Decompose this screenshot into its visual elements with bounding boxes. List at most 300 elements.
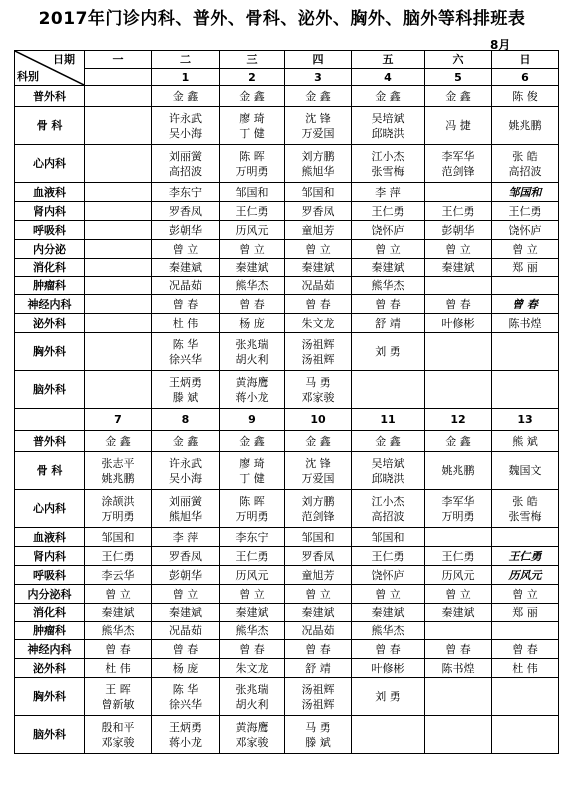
department-cell: 普外科 xyxy=(15,431,85,452)
department-cell: 血液科 xyxy=(15,528,85,547)
doctor-cell xyxy=(85,86,152,107)
doctor-name: 饶怀庐 xyxy=(508,223,542,237)
weekday-row xyxy=(15,51,559,69)
doctor-name: 王仁勇 xyxy=(508,204,542,218)
doctor-name: 曾 春 xyxy=(239,642,265,656)
doctor-name: 范剑锋 xyxy=(301,509,335,523)
date-cell: 4 xyxy=(352,69,425,86)
doctor-name: 秦建斌 xyxy=(371,261,405,274)
date-cell xyxy=(85,69,152,86)
schedule-row xyxy=(15,145,559,183)
doctor-cell xyxy=(492,452,559,490)
doctor-cell xyxy=(152,547,220,566)
doctor-cell xyxy=(152,678,220,716)
date-cell: 13 xyxy=(492,409,559,431)
doctor-name: 刘 勇 xyxy=(375,690,401,703)
doctor-cell xyxy=(352,431,425,452)
doctor-cell xyxy=(425,221,492,240)
doctor-cell xyxy=(85,145,152,183)
department-cell: 脑外科 xyxy=(15,371,85,409)
doctor-cell xyxy=(152,528,220,547)
schedule-row xyxy=(15,333,559,371)
doctor-name: 金 鑫 xyxy=(445,434,471,448)
doctor-cell xyxy=(285,314,352,333)
doctor-name: 邹国和 xyxy=(301,530,335,544)
doctor-name: 涂颉洪 xyxy=(101,494,135,508)
doctor-name: 陈书煌 xyxy=(441,661,475,675)
doctor-name: 彭朝华 xyxy=(441,223,475,237)
doctor-cell xyxy=(425,277,492,295)
doctor-name: 汤祖辉 xyxy=(301,337,335,351)
doctor-name: 熊旭华 xyxy=(301,164,335,178)
date-cell: 3 xyxy=(285,69,352,86)
doctor-cell xyxy=(220,640,285,659)
doctor-name: 历风元 xyxy=(508,568,542,582)
doctor-cell xyxy=(492,622,559,640)
doctor-cell xyxy=(220,295,285,314)
department-cell: 呼吸科 xyxy=(15,566,85,585)
doctor-name: 沈 锋 xyxy=(305,456,331,470)
weekday-cell: 一 xyxy=(85,51,152,69)
doctor-cell xyxy=(285,183,352,202)
doctor-name: 童旭芳 xyxy=(301,568,335,582)
doctor-cell xyxy=(492,585,559,604)
doctor-cell xyxy=(352,604,425,622)
date-row-blank xyxy=(15,409,85,431)
doctor-cell xyxy=(152,314,220,333)
doctor-cell xyxy=(352,183,425,202)
schedule-row xyxy=(15,659,559,678)
department-cell: 神经内科 xyxy=(15,640,85,659)
doctor-name: 王仁勇 xyxy=(235,204,269,218)
doctor-name: 张雪梅 xyxy=(371,164,405,178)
month-label: 8月 xyxy=(490,38,511,52)
doctor-name: 陈 华 xyxy=(172,682,199,696)
doctor-cell xyxy=(85,107,152,145)
doctor-cell xyxy=(352,528,425,547)
doctor-name: 邓家骏 xyxy=(301,390,335,404)
doctor-name: 李东宁 xyxy=(169,185,202,199)
doctor-cell xyxy=(220,145,285,183)
doctor-name: 熊旭华 xyxy=(169,509,202,523)
department-cell: 泌外科 xyxy=(15,314,85,333)
doctor-cell xyxy=(220,277,285,295)
doctor-cell xyxy=(152,183,220,202)
doctor-cell xyxy=(85,659,152,678)
doctor-name: 曾 立 xyxy=(375,242,401,256)
doctor-cell xyxy=(352,86,425,107)
schedule-row xyxy=(15,314,559,333)
doctor-cell xyxy=(220,314,285,333)
doctor-name: 王炳勇 xyxy=(169,720,202,734)
doctor-cell xyxy=(220,259,285,277)
date-row xyxy=(15,69,559,86)
doctor-name: 胡火利 xyxy=(235,697,269,711)
schedule-row xyxy=(15,716,559,754)
doctor-cell xyxy=(352,314,425,333)
doctor-name: 邱晓洪 xyxy=(371,126,405,140)
department-cell: 肿瘤科 xyxy=(15,277,85,295)
doctor-cell xyxy=(285,716,352,754)
doctor-cell xyxy=(152,604,220,622)
doctor-cell xyxy=(220,622,285,640)
doctor-name: 邱晓洪 xyxy=(371,471,405,485)
doctor-name: 高招波 xyxy=(169,164,202,178)
department-cell: 神经内科 xyxy=(15,295,85,314)
doctor-name: 彭朝华 xyxy=(169,223,202,237)
schedule-row xyxy=(15,371,559,409)
doctor-name: 曾 春 xyxy=(172,642,199,656)
doctor-cell xyxy=(425,622,492,640)
doctor-name: 万爱国 xyxy=(301,471,335,485)
schedule-row xyxy=(15,221,559,240)
doctor-name: 陈 华 xyxy=(172,337,199,351)
doctor-name: 金 鑫 xyxy=(172,89,199,103)
doctor-cell xyxy=(85,202,152,221)
doctor-name: 王 晖 xyxy=(105,682,131,696)
doctor-cell xyxy=(85,640,152,659)
doctor-cell xyxy=(492,640,559,659)
doctor-cell xyxy=(220,452,285,490)
doctor-name: 高招波 xyxy=(371,509,405,523)
doctor-name: 杜 伟 xyxy=(105,661,131,675)
schedule-row xyxy=(15,604,559,622)
doctor-name: 曾 立 xyxy=(512,587,538,601)
doctor-cell xyxy=(285,585,352,604)
doctor-cell xyxy=(285,86,352,107)
doctor-cell xyxy=(492,221,559,240)
doctor-cell xyxy=(285,622,352,640)
doctor-cell xyxy=(220,333,285,371)
doctor-cell xyxy=(285,371,352,409)
doctor-cell xyxy=(352,202,425,221)
doctor-name: 江小杰 xyxy=(371,149,405,163)
doctor-cell xyxy=(492,240,559,259)
schedule-row xyxy=(15,585,559,604)
doctor-name: 刘丽黉 xyxy=(169,149,202,163)
doctor-name: 秦建斌 xyxy=(301,261,335,274)
doctor-cell xyxy=(285,107,352,145)
doctor-cell xyxy=(152,452,220,490)
date-cell: 8 xyxy=(152,409,220,431)
doctor-name: 曾 立 xyxy=(105,587,131,601)
doctor-name: 李军华 xyxy=(441,149,475,163)
doctor-name: 曾 立 xyxy=(239,587,265,601)
dept-axis-label: 科别 xyxy=(17,70,39,83)
doctor-cell xyxy=(492,678,559,716)
doctor-name: 历风元 xyxy=(441,568,475,582)
department-cell: 消化科 xyxy=(15,604,85,622)
doctor-cell xyxy=(220,678,285,716)
doctor-cell xyxy=(152,202,220,221)
doctor-name: 叶修彬 xyxy=(441,316,475,330)
doctor-name: 杜 伟 xyxy=(512,661,538,675)
doctor-cell xyxy=(285,295,352,314)
doctor-name: 万明勇 xyxy=(235,509,269,523)
doctor-name: 范剑锋 xyxy=(441,164,475,178)
department-cell: 普外科 xyxy=(15,86,85,107)
doctor-cell xyxy=(85,371,152,409)
doctor-name: 吴培斌 xyxy=(371,456,405,470)
doctor-name: 吴小海 xyxy=(169,471,202,485)
doctor-name: 刘丽黉 xyxy=(169,494,202,508)
schedule-table xyxy=(14,50,559,754)
doctor-cell xyxy=(152,86,220,107)
weekday-cell: 三 xyxy=(220,51,285,69)
doctor-cell xyxy=(85,431,152,452)
doctor-cell xyxy=(425,259,492,277)
doctor-cell xyxy=(492,145,559,183)
date-axis-label: 日期 xyxy=(53,53,75,66)
doctor-cell xyxy=(285,221,352,240)
doctor-cell xyxy=(85,490,152,528)
doctor-cell xyxy=(425,86,492,107)
doctor-cell xyxy=(425,202,492,221)
doctor-name: 魏国文 xyxy=(508,464,542,477)
department-cell: 肾内科 xyxy=(15,202,85,221)
date-row xyxy=(15,409,559,431)
doctor-cell xyxy=(492,107,559,145)
doctor-name: 张兆瑞 xyxy=(235,682,269,696)
weekday-cell: 日 xyxy=(492,51,559,69)
doctor-cell xyxy=(492,295,559,314)
doctor-cell xyxy=(492,333,559,371)
doctor-name: 朱文龙 xyxy=(235,661,269,675)
doctor-name: 童旭芳 xyxy=(301,223,335,237)
doctor-cell xyxy=(425,452,492,490)
doctor-cell xyxy=(352,221,425,240)
doctor-name: 刘方鹏 xyxy=(301,149,335,163)
doctor-cell xyxy=(152,107,220,145)
department-cell: 脑外科 xyxy=(15,716,85,754)
doctor-name: 秦建斌 xyxy=(441,261,475,274)
schedule-row xyxy=(15,528,559,547)
doctor-name: 曾 春 xyxy=(305,297,331,311)
doctor-cell xyxy=(220,716,285,754)
doctor-name: 冯 捷 xyxy=(445,119,471,132)
doctor-cell xyxy=(285,259,352,277)
schedule-row xyxy=(15,107,559,145)
doctor-cell xyxy=(220,183,285,202)
doctor-cell xyxy=(352,333,425,371)
doctor-name: 马 勇 xyxy=(305,375,331,389)
doctor-name: 朱文龙 xyxy=(301,316,335,330)
doctor-name: 曾 春 xyxy=(172,297,199,311)
doctor-name: 黄海鹰 xyxy=(235,720,269,734)
schedule-row xyxy=(15,277,559,295)
date-cell: 2 xyxy=(220,69,285,86)
doctor-name: 万明勇 xyxy=(441,509,475,523)
doctor-cell xyxy=(152,566,220,585)
department-cell: 内分泌 xyxy=(15,240,85,259)
department-cell: 呼吸科 xyxy=(15,221,85,240)
doctor-cell xyxy=(352,145,425,183)
doctor-name: 杨 庞 xyxy=(172,661,199,675)
doctor-name: 胡火利 xyxy=(235,352,269,366)
doctor-cell xyxy=(492,490,559,528)
doctor-cell xyxy=(492,183,559,202)
doctor-cell xyxy=(352,547,425,566)
doctor-name: 刘方鹏 xyxy=(301,494,335,508)
doctor-name: 廖 琦 xyxy=(239,111,265,125)
doctor-cell xyxy=(352,452,425,490)
doctor-cell xyxy=(220,547,285,566)
schedule-row xyxy=(15,622,559,640)
department-cell: 肿瘤科 xyxy=(15,622,85,640)
doctor-cell xyxy=(220,585,285,604)
doctor-name: 王仁勇 xyxy=(508,549,542,563)
doctor-name: 金 鑫 xyxy=(375,89,401,103)
doctor-name: 曾 春 xyxy=(445,297,471,311)
doctor-cell xyxy=(492,277,559,295)
doctor-cell xyxy=(492,604,559,622)
doctor-cell xyxy=(152,145,220,183)
doctor-name: 熊 斌 xyxy=(512,434,538,448)
weekday-cell: 六 xyxy=(425,51,492,69)
doctor-cell xyxy=(220,659,285,678)
doctor-cell xyxy=(352,490,425,528)
department-cell: 泌外科 xyxy=(15,659,85,678)
header-diagonal-cell xyxy=(15,51,85,86)
doctor-name: 曾 春 xyxy=(105,642,131,656)
doctor-name: 彭朝华 xyxy=(169,568,202,582)
doctor-name: 秦建斌 xyxy=(371,606,405,619)
doctor-name: 王仁勇 xyxy=(371,204,405,218)
doctor-cell xyxy=(285,659,352,678)
doctor-name: 金 鑫 xyxy=(445,89,471,103)
doctor-cell xyxy=(492,528,559,547)
doctor-name: 况晶茹 xyxy=(301,624,335,637)
doctor-cell xyxy=(492,371,559,409)
department-cell: 心内科 xyxy=(15,145,85,183)
doctor-name: 历风元 xyxy=(235,568,269,582)
doctor-cell xyxy=(152,490,220,528)
doctor-name: 曾新敏 xyxy=(101,697,135,711)
doctor-name: 秦建斌 xyxy=(301,606,335,619)
doctor-cell xyxy=(85,566,152,585)
date-cell: 7 xyxy=(85,409,152,431)
doctor-cell xyxy=(425,333,492,371)
doctor-name: 熊华杰 xyxy=(371,279,405,292)
doctor-name: 汤祖辉 xyxy=(301,682,335,696)
doctor-cell xyxy=(85,333,152,371)
doctor-cell xyxy=(352,659,425,678)
doctor-name: 舒 靖 xyxy=(375,316,401,330)
doctor-name: 曾 立 xyxy=(172,242,199,256)
doctor-name: 秦建斌 xyxy=(101,606,135,619)
doctor-cell xyxy=(352,640,425,659)
doctor-name: 秦建斌 xyxy=(235,606,269,619)
doctor-name: 张雪梅 xyxy=(508,509,542,523)
department-cell: 骨 科 xyxy=(15,452,85,490)
doctor-name: 叶修彬 xyxy=(371,661,405,675)
doctor-cell xyxy=(425,371,492,409)
doctor-name: 罗香凤 xyxy=(169,549,202,563)
doctor-cell xyxy=(85,314,152,333)
doctor-name: 秦建斌 xyxy=(169,261,202,274)
doctor-cell xyxy=(352,622,425,640)
doctor-name: 金 鑫 xyxy=(239,434,265,448)
doctor-name: 王仁勇 xyxy=(101,549,135,563)
doctor-cell xyxy=(285,678,352,716)
department-cell: 骨 科 xyxy=(15,107,85,145)
doctor-name: 李 萍 xyxy=(172,530,199,544)
doctor-name: 曾 立 xyxy=(305,587,331,601)
doctor-cell xyxy=(85,547,152,566)
doctor-cell xyxy=(285,240,352,259)
schedule-row xyxy=(15,240,559,259)
doctor-cell xyxy=(152,431,220,452)
doctor-name: 汤祖辉 xyxy=(301,697,335,711)
doctor-cell xyxy=(85,585,152,604)
doctor-name: 王炳勇 xyxy=(169,375,202,389)
doctor-cell xyxy=(425,640,492,659)
department-cell: 胸外科 xyxy=(15,678,85,716)
doctor-cell xyxy=(492,259,559,277)
weekday-cell: 五 xyxy=(352,51,425,69)
doctor-name: 邹国和 xyxy=(101,530,135,544)
doctor-name: 王仁勇 xyxy=(441,204,475,218)
doctor-name: 邓家骏 xyxy=(101,735,135,749)
doctor-cell xyxy=(352,240,425,259)
doctor-name: 金 鑫 xyxy=(239,89,265,103)
doctor-name: 徐兴华 xyxy=(169,697,202,711)
doctor-cell xyxy=(492,566,559,585)
doctor-name: 张 皓 xyxy=(512,149,538,163)
doctor-name: 邹国和 xyxy=(508,185,542,199)
doctor-cell xyxy=(85,183,152,202)
doctor-name: 姚兆鹏 xyxy=(441,464,475,477)
weekday-cell: 二 xyxy=(152,51,220,69)
doctor-cell xyxy=(220,528,285,547)
doctor-name: 丁 健 xyxy=(239,126,265,140)
doctor-name: 熊华杰 xyxy=(101,624,135,637)
doctor-name: 万明勇 xyxy=(235,164,269,178)
department-cell: 肾内科 xyxy=(15,547,85,566)
doctor-name: 罗香凤 xyxy=(169,204,202,218)
doctor-name: 秦建斌 xyxy=(169,606,202,619)
doctor-cell xyxy=(152,277,220,295)
doctor-name: 邹国和 xyxy=(235,185,269,199)
schedule-row xyxy=(15,547,559,566)
doctor-name: 张兆瑞 xyxy=(235,337,269,351)
doctor-cell xyxy=(285,604,352,622)
doctor-name: 金 鑫 xyxy=(305,434,331,448)
doctor-name: 历风元 xyxy=(235,223,269,237)
doctor-cell xyxy=(425,528,492,547)
doctor-cell xyxy=(425,678,492,716)
doctor-cell xyxy=(220,221,285,240)
doctor-cell xyxy=(285,566,352,585)
schedule-row xyxy=(15,640,559,659)
doctor-cell xyxy=(85,604,152,622)
date-cell: 1 xyxy=(152,69,220,86)
doctor-name: 蒋小龙 xyxy=(235,390,269,404)
schedule-row xyxy=(15,202,559,221)
doctor-name: 杨 庞 xyxy=(239,316,265,330)
doctor-name: 邹国和 xyxy=(301,185,335,199)
doctor-name: 金 鑫 xyxy=(375,434,401,448)
date-cell: 9 xyxy=(220,409,285,431)
doctor-name: 曾 立 xyxy=(239,242,265,256)
doctor-name: 熊华杰 xyxy=(235,624,269,637)
doctor-name: 熊华杰 xyxy=(235,279,269,292)
date-cell: 10 xyxy=(285,409,352,431)
doctor-name: 曾 立 xyxy=(512,242,538,256)
doctor-name: 曾 立 xyxy=(445,242,471,256)
doctor-cell xyxy=(425,107,492,145)
doctor-name: 曾 春 xyxy=(239,297,265,311)
